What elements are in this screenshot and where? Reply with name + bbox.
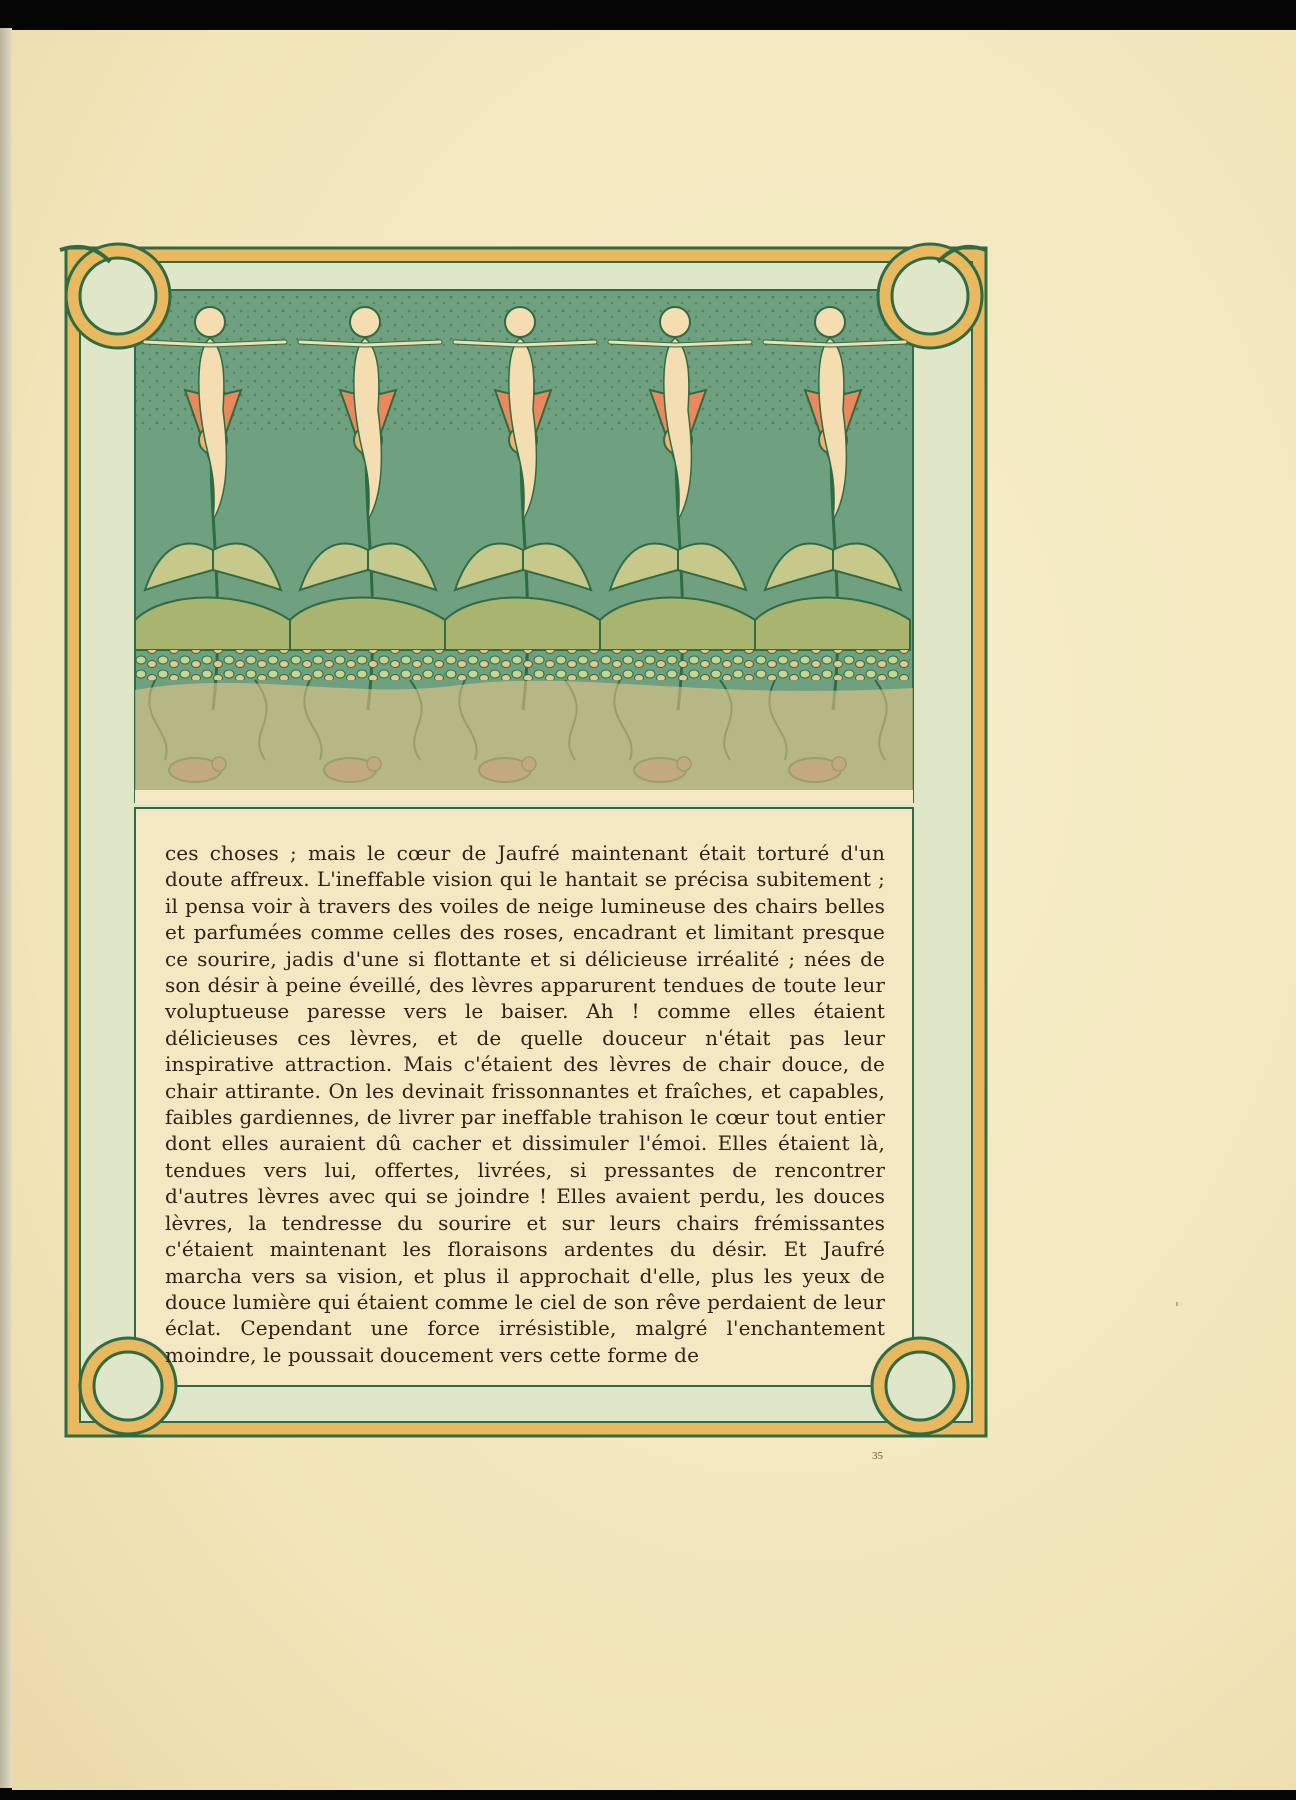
page-number: 35	[872, 1450, 883, 1462]
ground-band	[135, 681, 913, 802]
corner-ring-top-right-inner	[892, 258, 968, 334]
corner-ring-top-left-inner	[80, 258, 156, 334]
corner-ring-bottom-left-inner	[94, 1352, 162, 1420]
body-text: ces choses ; mais le cœur de Jaufré maintenant était torturé d'un doute affreux. L'ineffable vision qui le hantait se précisa subitement ; il pensa voir à travers des voiles de neige lumineuse des chairs belles et parfumées comme celles des roses, encadrant et limitant presque ce sourire, jadis d'une si flottante et si délicieuse irréalité ; nées de son désir à peine éveillé, des lèvres apparurent tendues de toute leur voluptueuse paresse vers le baiser. Ah ! comme elles étaient délicieuses ces lèvres, et de quelle douceur n'était pas leur inspirative attraction. Mais c'étaient des lèvres de chair douce, de chair attirante. On les devinait frissonnantes et fraîches, et capables, faibles gardiennes, de livrer par ineffable trahison le cœur tout entier dont elles auraient dû cacher et dissimuler l'émoi. Elles étaient là, tendues vers lui, offertes, livrées, si pressantes de rencontrer d'autres lèvres avec qui se joindre ! Elles avaient perdu, les douces lèvres, la tendresse du sourire et sur leurs chairs frémissantes c'étaient maintenant les floraisons ardentes du désir. Et Jaufré marcha vers sa vision, et plus il approchait d'elle, plus les yeux de douce lumière qui étaient comme le ciel de son rêve perdaient de leur éclat. Cependant une force irrésistible, malgré l'enchantement moindre, le poussait doucement vers cette forme de	[165, 841, 885, 1367]
frieze-lower-edge	[135, 790, 913, 804]
corner-ring-bottom-right-inner	[886, 1352, 954, 1420]
paper-mark	[1176, 1302, 1178, 1306]
